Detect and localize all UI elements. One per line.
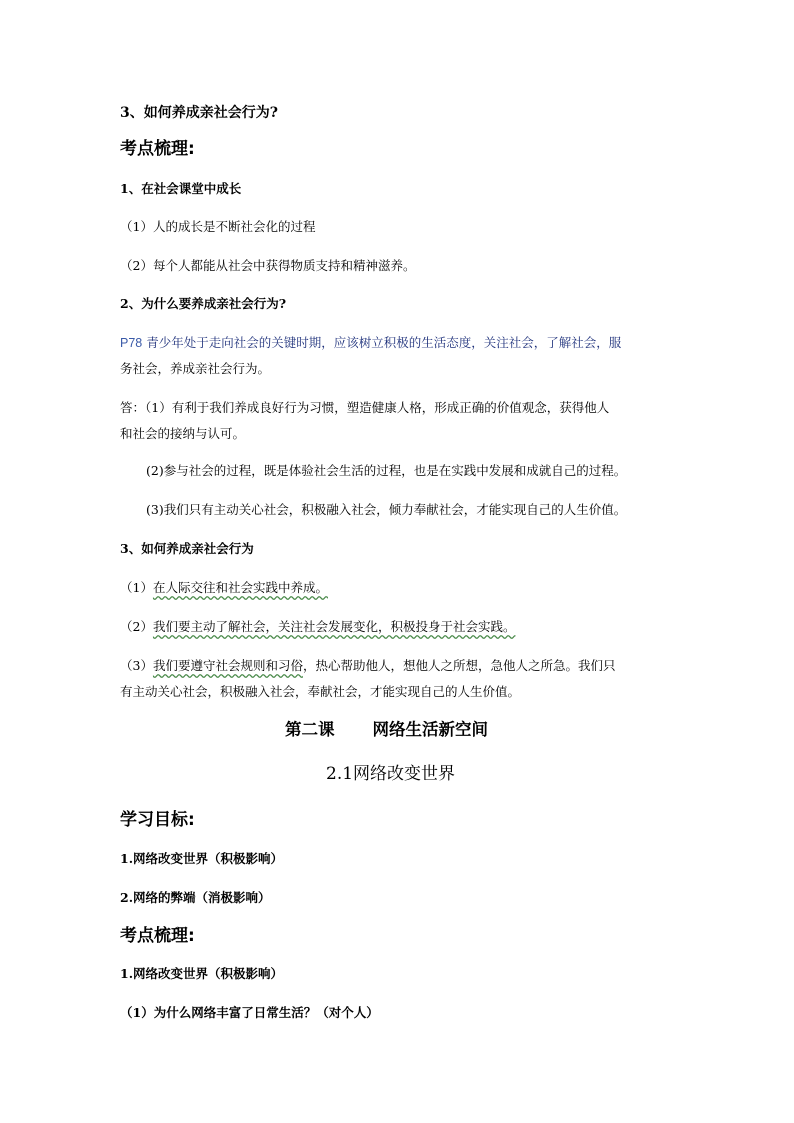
answer-line2: 和社会的接纳与认可。 [120,426,246,441]
paragraph-p78-line1: P78 青少年处于走向社会的关键时期，应该树立积极的生活态度，关注社会，了解社会，服 [120,335,622,350]
answer-item: (3)我们只有主动关心社会，积极融入社会，倾力奉献社会，才能实现自己的人生价值。 [146,502,627,517]
section-heading-how-to-cultivate: 3、如何养成亲社会行为? [120,105,278,121]
goal-item: 1.网络改变世界（积极影响） [120,851,284,866]
paragraph-p78-line2: 务社会，养成亲社会行为。 [120,361,271,376]
list-item: （2）每个人都能从社会中获得物质支持和精神滋养。 [120,258,416,273]
question-item: （1）为什么网络丰富了日常生活？（对个人） [120,1005,379,1020]
goal-item: 2.网络的弊端（消极影响） [120,890,271,905]
list-item: （1）人的成长是不断社会化的过程 [120,219,316,234]
subheading-network-changes-world: 1.网络改变世界（积极影响） [120,966,284,981]
kaodian-heading-2: 考点梳理: [120,926,195,946]
learning-goals-heading: 学习目标: [120,810,195,830]
answer-line1: 答：（1）有利于我们养成良好行为习惯，塑造健康人格，形成正确的价值观念，获得他人 [120,400,610,415]
list-item: （1）在人际交往和社会实践中养成。 [120,580,328,595]
page-reference: P78 [120,336,143,350]
lesson-title: 第二课 网络生活新空间 [285,720,488,739]
lesson-subtitle: 2.1网络改变世界 [326,764,456,784]
list-item-continuation: 有主动关心社会，积极融入社会，奉献社会，才能实现自己的人生价值。 [120,684,521,699]
kaodian-heading: 考点梳理: [120,139,195,159]
list-item: （3）我们要遵守社会规则和习俗，热心帮助他人，想他人之所想，急他人之所急。我们只 [120,658,616,673]
answer-item: (2)参与社会的过程，既是体验社会生活的过程，也是在实践中发展和成就自己的过程。 [146,463,627,478]
list-item: （2）我们要主动了解社会，关注社会发展变化，积极投身于社会实践。 [120,619,516,634]
subheading-why-cultivate: 2、为什么要养成亲社会行为? [120,296,287,311]
subheading-how-cultivate: 3、如何养成亲社会行为 [120,541,254,556]
subheading-grow-in-society: 1、在社会课堂中成长 [120,181,242,196]
